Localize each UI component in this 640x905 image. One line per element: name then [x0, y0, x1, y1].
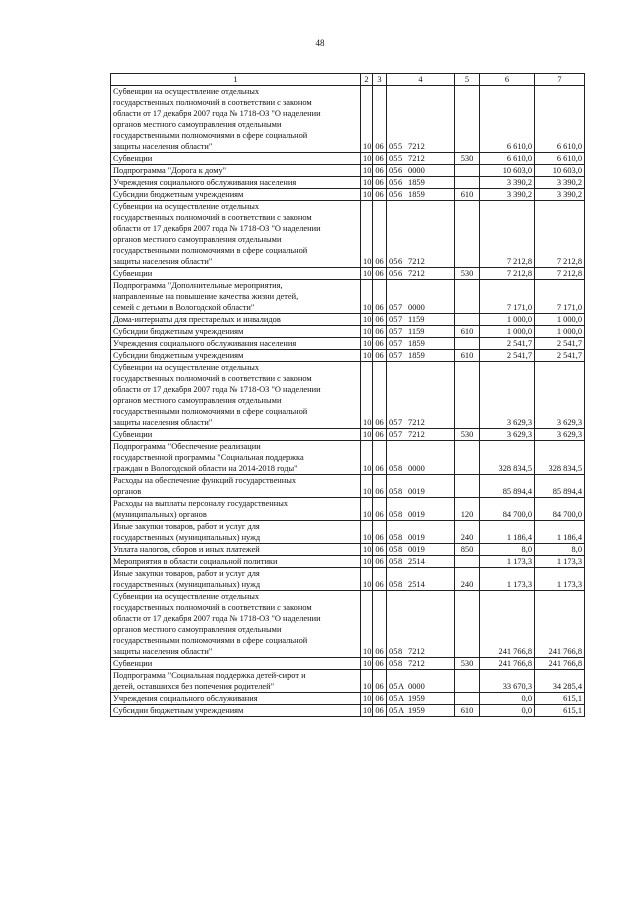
- subprogram-code: 8: [398, 464, 403, 473]
- row-amount-year1: 3 390,2: [480, 189, 535, 201]
- table-row: [111, 86, 585, 153]
- row-target-code: [387, 693, 455, 705]
- row-amount-year2: 7 212,8: [535, 268, 585, 280]
- program-code: 05: [389, 166, 398, 175]
- subprogram-code: 7: [398, 303, 403, 312]
- table-row: [111, 326, 585, 338]
- row-expense-type: [455, 314, 480, 326]
- page-number: 48: [315, 38, 325, 48]
- row-name: Субвенции на осуществление отдельных государственных полномочий в соответствии с законом области от 17 декабря 2007 года № 1718-ОЗ "О наделении органов местного самоуправления отдельными государственными полномочиями в сфере социальной защиты населения области": [111, 201, 361, 268]
- row-subsection-code: 06: [373, 201, 387, 268]
- row-expense-type: 530: [455, 153, 480, 165]
- row-amount-year2: 1 186,4: [535, 521, 585, 544]
- direction-code: 7212: [408, 257, 425, 266]
- row-section-code: 10: [361, 338, 373, 350]
- row-expense-type: [455, 362, 480, 429]
- subprogram-code: 8: [398, 659, 403, 668]
- program-code: 05: [389, 706, 398, 715]
- direction-code: 2514: [408, 557, 425, 566]
- column-header: 2: [361, 74, 373, 86]
- row-name: Дома-интернаты для престарелых и инвалидов: [111, 314, 361, 326]
- subprogram-code: А: [398, 694, 405, 703]
- row-amount-year2: 241 766,8: [535, 591, 585, 658]
- row-subsection-code: 06: [373, 705, 387, 717]
- row-amount-year2: 328 834,5: [535, 441, 585, 475]
- row-subsection-code: 06: [373, 326, 387, 338]
- row-subsection-code: 06: [373, 362, 387, 429]
- program-code: 05: [389, 303, 398, 312]
- subprogram-code: 8: [398, 510, 403, 519]
- program-code: 05: [389, 464, 398, 473]
- table-row: [111, 201, 585, 268]
- row-expense-type: [455, 338, 480, 350]
- table-row: [111, 658, 585, 670]
- direction-code: 7212: [408, 142, 425, 151]
- row-expense-type: 120: [455, 498, 480, 521]
- table-row: [111, 475, 585, 498]
- row-subsection-code: 06: [373, 556, 387, 568]
- program-code: 05: [389, 545, 398, 554]
- row-expense-type: [455, 475, 480, 498]
- subprogram-code: 7: [398, 418, 403, 427]
- row-section-code: 10: [361, 475, 373, 498]
- row-subsection-code: 06: [373, 693, 387, 705]
- row-amount-year1: 2 541,7: [480, 338, 535, 350]
- direction-code: 1159: [408, 315, 425, 324]
- row-amount-year2: 241 766,8: [535, 658, 585, 670]
- table-row: [111, 280, 585, 314]
- row-amount-year1: 1 186,4: [480, 521, 535, 544]
- row-amount-year2: 84 700,0: [535, 498, 585, 521]
- table-row: [111, 314, 585, 326]
- row-name: Субвенции: [111, 153, 361, 165]
- row-expense-type: 610: [455, 189, 480, 201]
- row-name: Субсидии бюджетным учреждениям: [111, 705, 361, 717]
- row-amount-year2: 615,1: [535, 693, 585, 705]
- program-code: 05: [389, 327, 398, 336]
- row-amount-year2: 3 390,2: [535, 177, 585, 189]
- program-code: 05: [389, 315, 398, 324]
- direction-code: 0019: [408, 487, 425, 496]
- row-name: Подпрограмма "Социальная поддержка детей-сирот и детей, оставшихся без попечения родителей": [111, 670, 361, 693]
- column-header: 3: [373, 74, 387, 86]
- row-section-code: 10: [361, 362, 373, 429]
- row-subsection-code: 06: [373, 568, 387, 591]
- row-section-code: 10: [361, 498, 373, 521]
- row-amount-year1: 7 212,8: [480, 268, 535, 280]
- row-section-code: 10: [361, 568, 373, 591]
- row-subsection-code: 06: [373, 165, 387, 177]
- direction-code: 7212: [408, 154, 425, 163]
- row-amount-year1: 241 766,8: [480, 591, 535, 658]
- table-row: [111, 498, 585, 521]
- row-target-code: [387, 326, 455, 338]
- row-amount-year1: 0,0: [480, 693, 535, 705]
- column-header: 4: [387, 74, 455, 86]
- table-row: [111, 705, 585, 717]
- row-subsection-code: 06: [373, 350, 387, 362]
- row-expense-type: 530: [455, 268, 480, 280]
- row-expense-type: 240: [455, 521, 480, 544]
- row-expense-type: [455, 280, 480, 314]
- table-row: [111, 544, 585, 556]
- row-subsection-code: 06: [373, 591, 387, 658]
- table-row: [111, 693, 585, 705]
- subprogram-code: 7: [398, 351, 403, 360]
- table-row: [111, 362, 585, 429]
- row-expense-type: [455, 556, 480, 568]
- row-target-code: [387, 705, 455, 717]
- row-section-code: 10: [361, 556, 373, 568]
- row-target-code: [387, 658, 455, 670]
- direction-code: 2514: [408, 580, 425, 589]
- subprogram-code: А: [398, 706, 405, 715]
- row-subsection-code: 06: [373, 670, 387, 693]
- table-row: [111, 338, 585, 350]
- row-amount-year2: 1 000,0: [535, 326, 585, 338]
- row-subsection-code: 06: [373, 338, 387, 350]
- row-name: Субвенции на осуществление отдельных государственных полномочий в соответствии с законом области от 17 декабря 2007 года № 1718-ОЗ "О наделении органов местного самоуправления отдельными государственными полномочиями в сфере социальной защиты населения области": [111, 362, 361, 429]
- row-target-code: [387, 268, 455, 280]
- row-amount-year1: 7 212,8: [480, 201, 535, 268]
- subprogram-code: 8: [398, 647, 403, 656]
- row-amount-year2: 34 285,4: [535, 670, 585, 693]
- subprogram-code: 6: [398, 190, 403, 199]
- row-amount-year2: 85 894,4: [535, 475, 585, 498]
- row-section-code: 10: [361, 544, 373, 556]
- table-row: [111, 153, 585, 165]
- row-amount-year2: 7 212,8: [535, 201, 585, 268]
- row-section-code: 10: [361, 165, 373, 177]
- row-section-code: 10: [361, 314, 373, 326]
- row-target-code: [387, 350, 455, 362]
- row-section-code: 10: [361, 177, 373, 189]
- subprogram-code: 8: [398, 487, 403, 496]
- row-subsection-code: 06: [373, 268, 387, 280]
- program-code: 05: [389, 647, 398, 656]
- row-name: Расходы на обеспечение функций государственных органов: [111, 475, 361, 498]
- table-row: [111, 429, 585, 441]
- program-code: 05: [389, 269, 398, 278]
- row-name: Субвенции: [111, 268, 361, 280]
- budget-table: [110, 73, 585, 717]
- row-section-code: 10: [361, 429, 373, 441]
- table-row: [111, 568, 585, 591]
- row-section-code: 10: [361, 189, 373, 201]
- row-target-code: [387, 314, 455, 326]
- row-amount-year2: 1 000,0: [535, 314, 585, 326]
- direction-code: 0019: [408, 533, 425, 542]
- row-name: Субвенции на осуществление отдельных государственных полномочий в соответствии с законом области от 17 декабря 2007 года № 1718-ОЗ "О наделении органов местного самоуправления отдельными государственными полномочиями в сфере социальной защиты населения области": [111, 86, 361, 153]
- row-target-code: [387, 429, 455, 441]
- row-target-code: [387, 165, 455, 177]
- direction-code: 0000: [408, 303, 425, 312]
- program-code: 05: [389, 659, 398, 668]
- subprogram-code: 6: [398, 269, 403, 278]
- row-name: Субсидии бюджетным учреждениям: [111, 326, 361, 338]
- subprogram-code: 8: [398, 545, 403, 554]
- row-name: Подпрограмма "Дорога к дому": [111, 165, 361, 177]
- row-subsection-code: 06: [373, 314, 387, 326]
- column-header: 6: [480, 74, 535, 86]
- direction-code: 1959: [408, 706, 425, 715]
- row-amount-year1: 3 629,3: [480, 362, 535, 429]
- row-name: Расходы на выплаты персоналу государственных (муниципальных) органов: [111, 498, 361, 521]
- table-row: [111, 350, 585, 362]
- direction-code: 1859: [408, 190, 425, 199]
- subprogram-code: 6: [398, 257, 403, 266]
- program-code: 05: [389, 430, 398, 439]
- row-target-code: [387, 189, 455, 201]
- direction-code: 7212: [408, 430, 425, 439]
- row-amount-year2: 2 541,7: [535, 350, 585, 362]
- row-subsection-code: 06: [373, 177, 387, 189]
- row-amount-year2: 2 541,7: [535, 338, 585, 350]
- row-target-code: [387, 86, 455, 153]
- row-subsection-code: 06: [373, 153, 387, 165]
- row-target-code: [387, 475, 455, 498]
- row-amount-year1: 1 173,3: [480, 568, 535, 591]
- direction-code: 7212: [408, 269, 425, 278]
- subprogram-code: А: [398, 682, 405, 691]
- row-expense-type: 610: [455, 350, 480, 362]
- row-section-code: 10: [361, 693, 373, 705]
- table-row: [111, 189, 585, 201]
- program-code: 05: [389, 682, 398, 691]
- row-subsection-code: 06: [373, 475, 387, 498]
- row-target-code: [387, 568, 455, 591]
- row-name: Уплата налогов, сборов и иных платежей: [111, 544, 361, 556]
- direction-code: 0019: [408, 510, 425, 519]
- row-section-code: 10: [361, 441, 373, 475]
- row-expense-type: [455, 670, 480, 693]
- row-amount-year1: 8,0: [480, 544, 535, 556]
- row-amount-year1: 1 173,3: [480, 556, 535, 568]
- row-target-code: [387, 153, 455, 165]
- row-expense-type: [455, 441, 480, 475]
- row-expense-type: 530: [455, 658, 480, 670]
- table-row: [111, 177, 585, 189]
- row-section-code: 10: [361, 280, 373, 314]
- row-subsection-code: 06: [373, 544, 387, 556]
- row-subsection-code: 06: [373, 441, 387, 475]
- subprogram-code: 8: [398, 533, 403, 542]
- program-code: 05: [389, 142, 398, 151]
- row-section-code: 10: [361, 153, 373, 165]
- subprogram-code: 6: [398, 178, 403, 187]
- column-header: 5: [455, 74, 480, 86]
- row-expense-type: [455, 693, 480, 705]
- direction-code: 7212: [408, 418, 425, 427]
- program-code: 05: [389, 418, 398, 427]
- subprogram-code: 7: [398, 339, 403, 348]
- row-amount-year2: 3 629,3: [535, 429, 585, 441]
- program-code: 05: [389, 339, 398, 348]
- subprogram-code: 7: [398, 315, 403, 324]
- row-section-code: 10: [361, 658, 373, 670]
- header-row: [111, 74, 585, 86]
- row-expense-type: [455, 177, 480, 189]
- row-amount-year1: 1 000,0: [480, 326, 535, 338]
- row-name: Учреждения социального обслуживания населения: [111, 338, 361, 350]
- row-section-code: 10: [361, 350, 373, 362]
- direction-code: 7212: [408, 647, 425, 656]
- row-name: Подпрограмма "Дополнительные мероприятия, направленные на повышение качества жизни детей, семей с детьми в Вологодской области": [111, 280, 361, 314]
- direction-code: 0000: [408, 166, 425, 175]
- row-section-code: 10: [361, 670, 373, 693]
- row-expense-type: 610: [455, 326, 480, 338]
- subprogram-code: 8: [398, 580, 403, 589]
- program-code: 05: [389, 580, 398, 589]
- program-code: 05: [389, 178, 398, 187]
- row-amount-year1: 84 700,0: [480, 498, 535, 521]
- program-code: 05: [389, 487, 398, 496]
- direction-code: 0000: [408, 464, 425, 473]
- direction-code: 1959: [408, 694, 425, 703]
- direction-code: 7212: [408, 659, 425, 668]
- row-subsection-code: 06: [373, 280, 387, 314]
- row-expense-type: 850: [455, 544, 480, 556]
- program-code: 05: [389, 533, 398, 542]
- row-expense-type: [455, 86, 480, 153]
- row-section-code: 10: [361, 326, 373, 338]
- row-expense-type: 530: [455, 429, 480, 441]
- row-section-code: 10: [361, 591, 373, 658]
- row-name: Учреждения социального обслуживания: [111, 693, 361, 705]
- row-amount-year2: 3 629,3: [535, 362, 585, 429]
- row-subsection-code: 06: [373, 658, 387, 670]
- program-code: 05: [389, 154, 398, 163]
- row-amount-year2: 615,1: [535, 705, 585, 717]
- table-row: [111, 521, 585, 544]
- row-target-code: [387, 280, 455, 314]
- row-amount-year2: 6 610,0: [535, 153, 585, 165]
- subprogram-code: 5: [398, 154, 403, 163]
- row-amount-year1: 0,0: [480, 705, 535, 717]
- row-name: Иные закупки товаров, работ и услуг для государственных (муниципальных) нужд: [111, 521, 361, 544]
- program-code: 05: [389, 510, 398, 519]
- table-row: [111, 556, 585, 568]
- row-target-code: [387, 362, 455, 429]
- row-subsection-code: 06: [373, 521, 387, 544]
- row-amount-year2: 7 171,0: [535, 280, 585, 314]
- row-name: Подпрограмма "Обеспечение реализации государственной программы "Социальная поддержка граждан в Вологодской области на 2014-2018 годы": [111, 441, 361, 475]
- row-amount-year1: 241 766,8: [480, 658, 535, 670]
- row-amount-year2: 1 173,3: [535, 556, 585, 568]
- direction-code: 1859: [408, 178, 425, 187]
- table-row: [111, 441, 585, 475]
- row-section-code: 10: [361, 705, 373, 717]
- row-subsection-code: 06: [373, 429, 387, 441]
- table-row: [111, 591, 585, 658]
- program-code: 05: [389, 351, 398, 360]
- subprogram-code: 6: [398, 166, 403, 175]
- row-name: Мероприятия в области социальной политики: [111, 556, 361, 568]
- row-name: Субвенции: [111, 429, 361, 441]
- row-amount-year1: 85 894,4: [480, 475, 535, 498]
- row-subsection-code: 06: [373, 498, 387, 521]
- row-name: Учреждения социального обслуживания населения: [111, 177, 361, 189]
- row-subsection-code: 06: [373, 189, 387, 201]
- row-name: Субвенции: [111, 658, 361, 670]
- row-subsection-code: 06: [373, 86, 387, 153]
- row-target-code: [387, 177, 455, 189]
- direction-code: 1859: [408, 351, 425, 360]
- row-target-code: [387, 521, 455, 544]
- column-header: 7: [535, 74, 585, 86]
- row-target-code: [387, 556, 455, 568]
- program-code: 05: [389, 257, 398, 266]
- row-expense-type: [455, 165, 480, 177]
- direction-code: 1859: [408, 339, 425, 348]
- row-target-code: [387, 498, 455, 521]
- row-name: Субвенции на осуществление отдельных государственных полномочий в соответствии с законом области от 17 декабря 2007 года № 1718-ОЗ "О наделении органов местного самоуправления отдельными государственными полномочиями в сфере социальной защиты населения области": [111, 591, 361, 658]
- row-amount-year2: 10 603,0: [535, 165, 585, 177]
- row-amount-year1: 3 390,2: [480, 177, 535, 189]
- row-section-code: 10: [361, 268, 373, 280]
- row-amount-year1: 3 629,3: [480, 429, 535, 441]
- subprogram-code: 8: [398, 557, 403, 566]
- row-expense-type: 610: [455, 705, 480, 717]
- row-section-code: 10: [361, 521, 373, 544]
- direction-code: 0019: [408, 545, 425, 554]
- row-amount-year2: 3 390,2: [535, 189, 585, 201]
- row-amount-year2: 8,0: [535, 544, 585, 556]
- row-section-code: 10: [361, 86, 373, 153]
- row-amount-year1: 6 610,0: [480, 153, 535, 165]
- program-code: 05: [389, 557, 398, 566]
- subprogram-code: 7: [398, 430, 403, 439]
- column-header: 1: [111, 74, 361, 86]
- program-code: 05: [389, 694, 398, 703]
- row-amount-year1: 33 670,3: [480, 670, 535, 693]
- row-amount-year2: 1 173,3: [535, 568, 585, 591]
- row-expense-type: 240: [455, 568, 480, 591]
- direction-code: 0000: [408, 682, 425, 691]
- row-name: Иные закупки товаров, работ и услуг для государственных (муниципальных) нужд: [111, 568, 361, 591]
- row-target-code: [387, 670, 455, 693]
- program-code: 05: [389, 190, 398, 199]
- subprogram-code: 5: [398, 142, 403, 151]
- row-amount-year1: 1 000,0: [480, 314, 535, 326]
- row-name: Субсидии бюджетным учреждениям: [111, 350, 361, 362]
- table-row: [111, 670, 585, 693]
- row-expense-type: [455, 201, 480, 268]
- row-amount-year2: 6 610,0: [535, 86, 585, 153]
- row-target-code: [387, 338, 455, 350]
- subprogram-code: 7: [398, 327, 403, 336]
- row-target-code: [387, 544, 455, 556]
- row-name: Субсидии бюджетным учреждениям: [111, 189, 361, 201]
- row-section-code: 10: [361, 201, 373, 268]
- row-amount-year1: 328 834,5: [480, 441, 535, 475]
- row-expense-type: [455, 591, 480, 658]
- row-amount-year1: 10 603,0: [480, 165, 535, 177]
- row-amount-year1: 6 610,0: [480, 86, 535, 153]
- direction-code: 1159: [408, 327, 425, 336]
- row-amount-year1: 7 171,0: [480, 280, 535, 314]
- row-amount-year1: 2 541,7: [480, 350, 535, 362]
- row-target-code: [387, 201, 455, 268]
- table-row: [111, 268, 585, 280]
- row-target-code: [387, 591, 455, 658]
- table-row: [111, 165, 585, 177]
- row-target-code: [387, 441, 455, 475]
